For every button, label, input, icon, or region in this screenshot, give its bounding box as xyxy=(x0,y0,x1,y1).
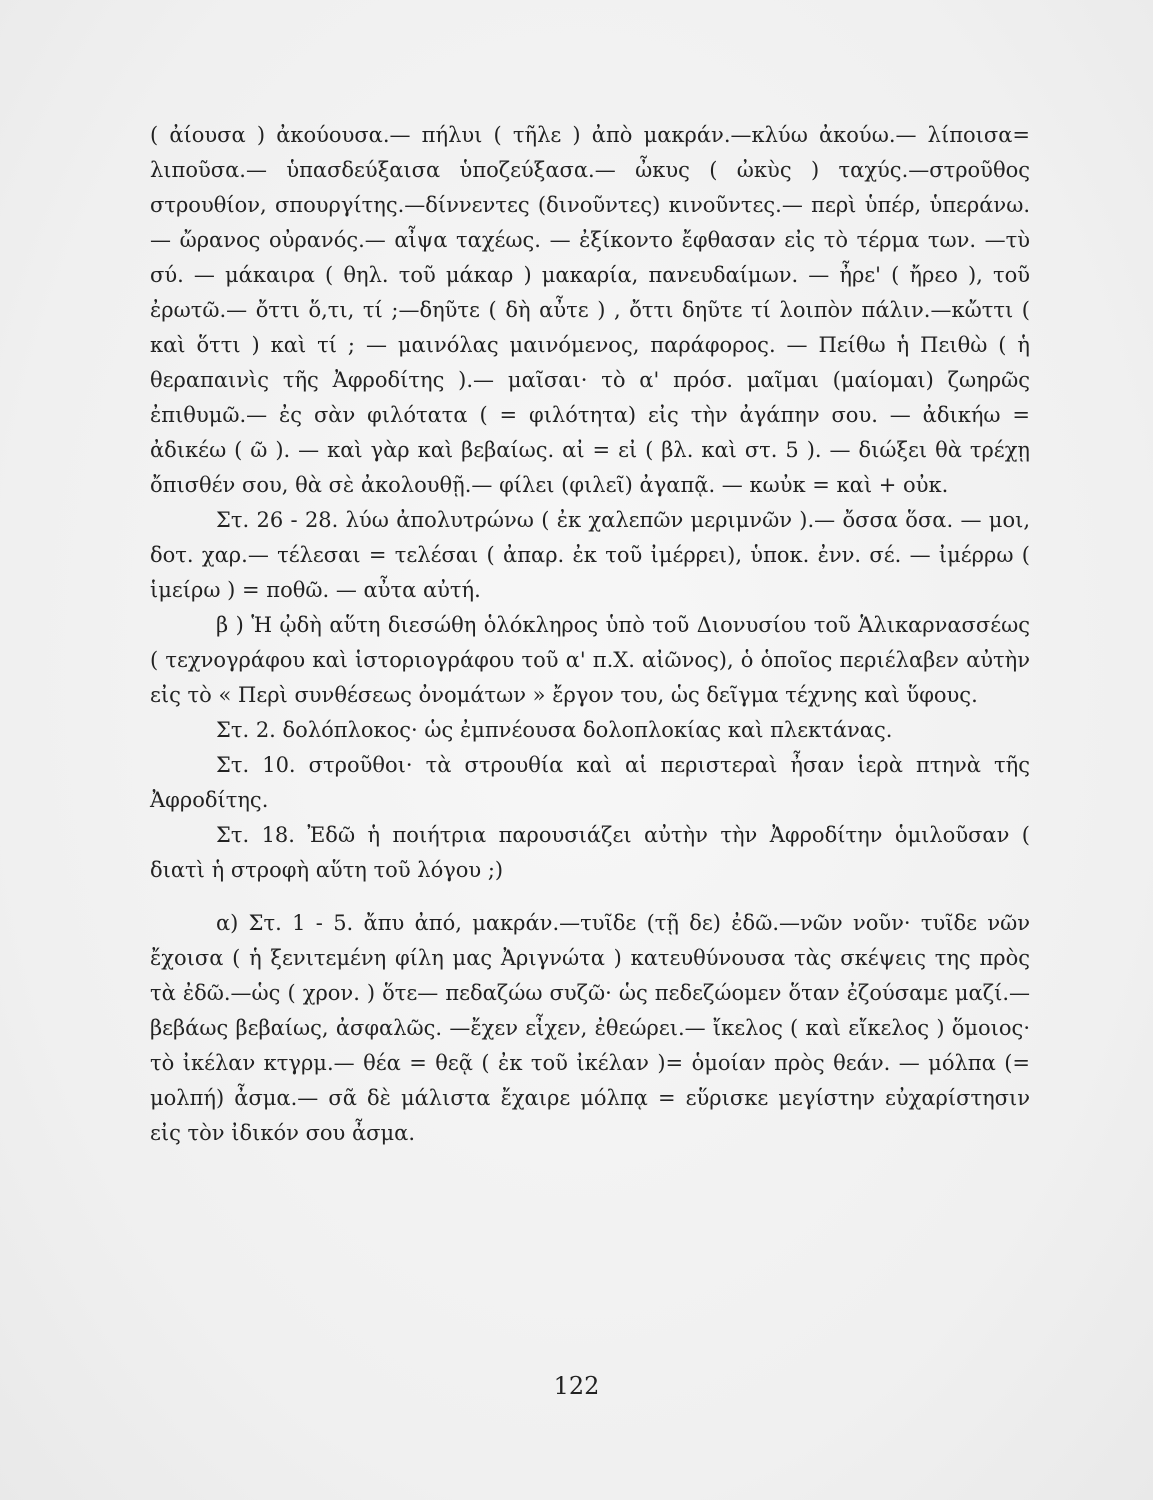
glossary-paragraph-3: α) Στ. 1 - 5. ἄπυ ἀπό, μακράν.—τυῖδε (τῇ δε) ἐδῶ.—νῶν νοῦν· τυῖδε νῶν ἔχοισα ( ἡ ξενιτεμένη φίλη μας Ἀριγνώτα ) κατευθύνουσα τὰς σκέψεις της πρὸς τὰ ἐδῶ.—ὡς ( χρον. ) ὅτε— πεδαζώω συζῶ· ὡς πεδεζώομεν ὅταν ἐζούσαμε μαζί.— βεβάως βεβαίως, ἀσφαλῶς. —ἔχεν εἶχεν, ἐθεώρει.— ἴκελος ( καὶ εἴκελος ) ὅμοιος· τὸ ἰκέλαν κτγρμ.— θέα = θεᾷ ( ἐκ τοῦ ἰκέλαν )= ὁμοίαν πρὸς θεάν. — μόλπα (= μολπή) ἆσμα.— σᾶ δὲ μάλιστα ἔχαιρε μόλπᾳ = εὕρισκε μεγίστην εὐχαρίστησιν εἰς τὸν ἰδικόν σου ἆσμα. xyxy=(150,911,1030,1145)
commentary-paragraph-b: β ) Ἡ ᾠδὴ αὕτη διεσώθη ὁλόκληρος ὑπὸ τοῦ Διονυσίου τοῦ Ἁλικαρνασσέως ( τεχνογράφου καὶ ἱστοριογράφου τοῦ α' π.Χ. αἰῶνος), ὁ ὁποῖος περιέλαβεν αὐτὴν εἰς τὸ « Περὶ συνθέσεως ὀνομάτων » ἔργον του, ὡς δεῖγμα τέχνης καὶ ὕφους. xyxy=(150,613,1030,707)
page-number: 122 xyxy=(553,1372,600,1400)
page-text xyxy=(150,118,1030,1151)
verse-note-10: Στ. 10. στροῦθοι· τὰ στρουθία καὶ αἱ περιστεραὶ ἦσαν ἱερὰ πτηνὰ τῆς Ἀφροδίτης. xyxy=(150,753,1030,812)
verse-note-2: Στ. 2. δολόπλοκος· ὡς ἐμπνέουσα δολοπλοκίας καὶ πλεκτάνας. xyxy=(216,718,893,742)
verse-note-18: Στ. 18. Ἐδῶ ἡ ποιήτρια παρουσιάζει αὐτὴν τὴν Ἀφροδίτην ὁμιλοῦσαν ( διατὶ ἡ στροφὴ αὕτη τοῦ λόγου ;) xyxy=(150,823,1030,882)
glossary-paragraph-1: ( ἀίουσα ) ἀκούουσα.— πήλυι ( τῆλε ) ἀπὸ μακράν.—κλύω ἀκούω.— λίποισα= λιποῦσα.— ὑπασδεύξαισα ὑποζεύξασα.— ὦκυς ( ὠκὺς ) ταχύς.—στροῦθος στρουθίον, σπουργίτης.—δίννεντες (δινοῦντες) κινοῦντες.— περὶ ὑπέρ, ὑπεράνω. — ὤρανος οὐρανός.— αἶψα ταχέως. — ἐξίκοντο ἔφθασαν εἰς τὸ τέρμα των. —τὺ σύ. — μάκαιρα ( θηλ. τοῦ μάκαρ ) μακαρία, πανευδαίμων. — ἦρε' ( ἤρεο ), τοῦ ἐρωτῶ.— ὄττι ὅ,τι, τί ;—δηῦτε ( δὴ αὖτε ) , ὄττι δηῦτε τί λοιπὸν πάλιν.—κὤττι ( καὶ ὅττι ) καὶ τί ; — μαινόλας μαινόμενος, παράφορος. — Πείθω ἡ Πειθὼ ( ἡ θεραπαινὶς τῆς Ἀφροδίτης ).— μαῖσαι· τὸ α' πρόσ. μαῖμαι (μαίομαι) ζωηρῶς ἐπιθυμῶ.— ἐς σὰν φιλότατα ( = φιλότητα) εἰς τὴν ἀγάπην σου. — ἀδικήω = ἀδικέω ( ῶ ). — καὶ γὰρ καὶ βεβαίως. αἰ = εἰ ( βλ. καὶ στ. 5 ). — διώξει θὰ τρέχῃ ὄπισθέν σου, θὰ σὲ ἀκολουθῇ.— φίλει (φιλεῖ) ἀγαπᾷ. — κωὐκ = καὶ + οὐκ. xyxy=(150,123,1030,497)
glossary-paragraph-2: Στ. 26 - 28. λύω ἀπολυτρώνω ( ἐκ χαλεπῶν μεριμνῶν ).— ὄσσα ὅσα. — μοι, δοτ. χαρ.— τέλεσαι = τελέσαι ( ἀπαρ. ἐκ τοῦ ἰμέρρει), ὑποκ. ἐνν. σέ. — ἰμέρρω ( ἱμείρω ) = ποθῶ. — αὖτα αὐτή. xyxy=(150,508,1030,602)
